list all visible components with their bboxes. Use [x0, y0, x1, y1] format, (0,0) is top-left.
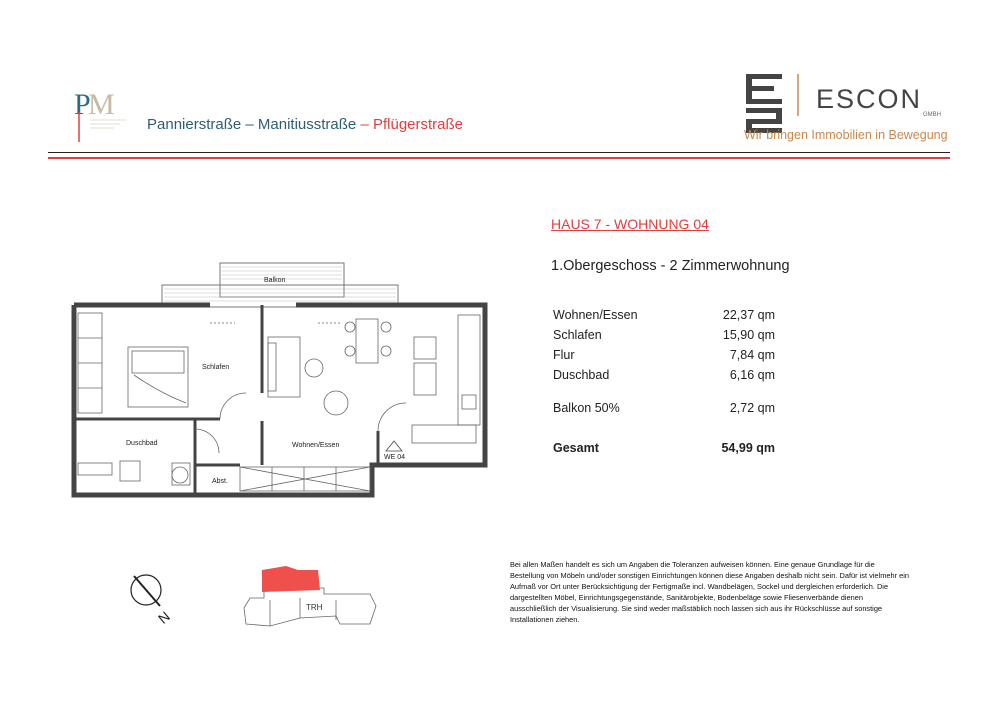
area-total-label: Gesamt — [553, 441, 599, 455]
header-rule-black — [48, 152, 950, 153]
area-row — [553, 368, 775, 386]
compass-north-label: N — [154, 607, 173, 627]
area-row — [553, 401, 775, 419]
area-total-value: 54,99 qm — [721, 441, 775, 455]
area-room: Flur — [553, 348, 575, 362]
svg-text:M: M — [88, 88, 115, 121]
area-row — [553, 328, 775, 346]
area-room: Wohnen/Essen — [553, 308, 638, 322]
site-plan-label-trh: TRH — [306, 603, 323, 612]
area-room: Duschbad — [553, 368, 610, 382]
pm-logo — [70, 84, 130, 146]
area-total-row — [553, 441, 775, 459]
unit-title: HAUS 7 - WOHNUNG 04 — [551, 216, 709, 232]
site-plan-highlight — [262, 566, 320, 592]
area-row — [553, 348, 775, 366]
svg-text:P: P — [74, 88, 91, 121]
header-rule-red — [48, 157, 950, 159]
plan-label-entry: WE 04 — [384, 454, 406, 461]
site-plan — [240, 560, 385, 632]
street-pflueger: Pflügerstraße — [372, 116, 464, 133]
street-separator-red: – — [360, 116, 369, 133]
street-line — [147, 116, 463, 133]
escon-gmbh: GMBH — [923, 112, 941, 118]
floor-plan — [60, 225, 500, 505]
compass-icon — [124, 566, 184, 630]
street-manitius: Manitiusstraße — [257, 116, 357, 133]
area-value: 22,37 qm — [722, 308, 775, 322]
plan-label-duschbad: Duschbad — [126, 440, 158, 447]
street-pannier: Pannierstraße — [147, 116, 242, 133]
plan-label-schlafen: Schlafen — [202, 364, 230, 371]
area-room: Schlafen — [553, 328, 602, 342]
disclaimer-text: Bei allen Maßen handelt es sich um Angaben die Toleranzen aufweisen können. Eine genaue Grundlage für die Bestellung von Möbeln und/oder sonstigen Einrichtungen können diese Angaben deshalb nicht sein. Dafür ist vielmehr ein Aufmaß vor Ort unter Berücksichtigung der Fertigmaße incl. Wandbelägen, Sockel und dergleichen erforderlich. Die dargestellten Möbel, Einrichtungsgegenstände, Sanitärobjekte, Bodenbeläge sowie Fliesenverbände dienen ausschließlich der Visualisierung. Sie sind weder maßstäblich noch lassen sich aus ihr Rückschlüsse auf sonstige Installationen ziehen. — [510, 560, 909, 625]
plan-label-abst: Abst. — [212, 478, 228, 485]
plan-label-wohnen: Wohnen/Essen — [292, 442, 340, 449]
area-value: 15,90 qm — [722, 328, 775, 342]
area-value: 2,72 qm — [729, 401, 775, 415]
area-value: 7,84 qm — [729, 348, 775, 362]
area-value: 6,16 qm — [729, 368, 775, 382]
street-separator: – — [245, 116, 254, 133]
unit-subtitle: 1.Obergeschoss - 2 Zimmerwohnung — [551, 258, 790, 274]
area-row — [553, 308, 775, 326]
balcony — [162, 263, 398, 307]
area-room: Balkon 50% — [553, 401, 620, 415]
plan-label-balkon: Balkon — [264, 277, 286, 284]
escon-tagline: Wir bringen Immobilien in Bewegung — [744, 128, 948, 142]
escon-wordmark: ESCON — [816, 84, 923, 114]
